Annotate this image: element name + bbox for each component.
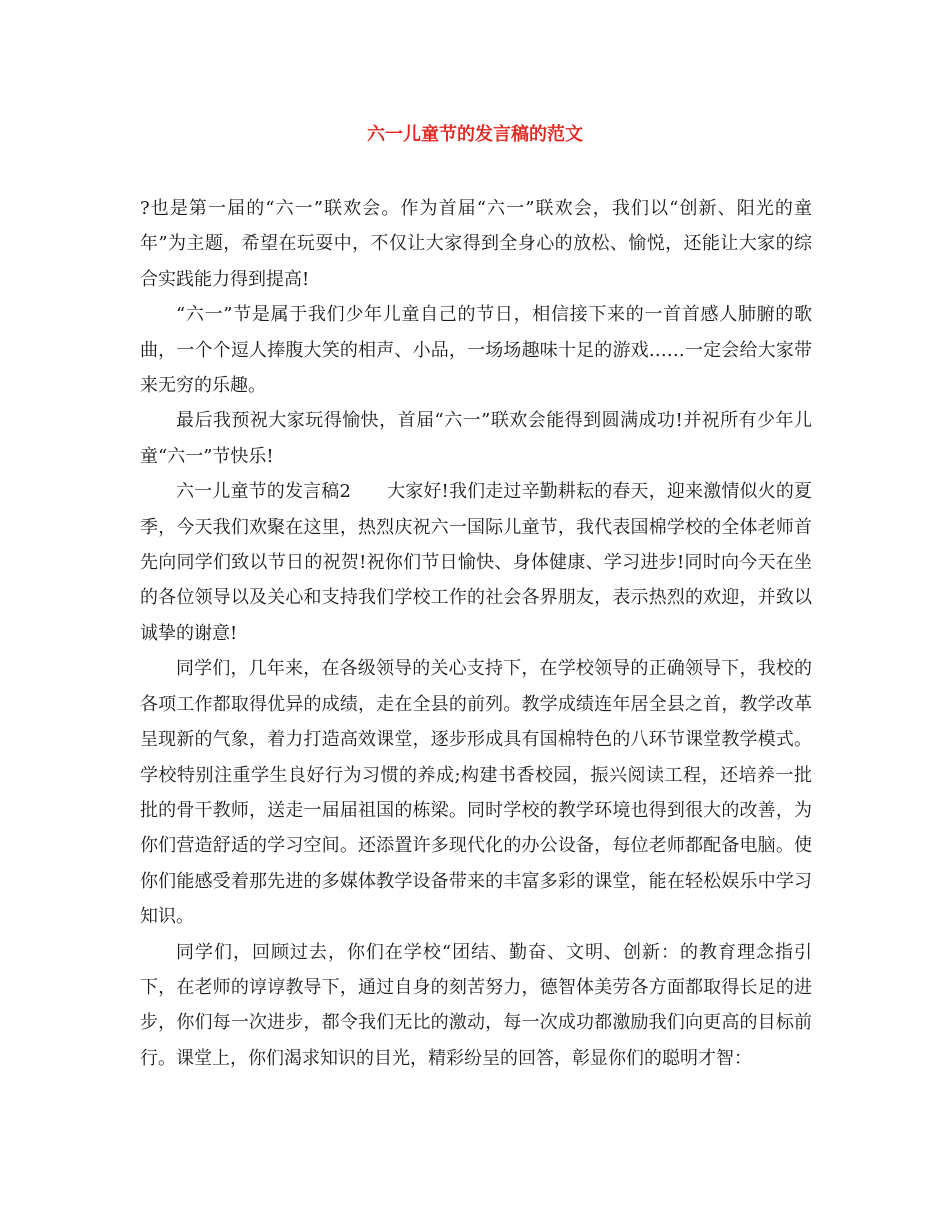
paragraph-intro: ?也是第一届的“六一”联欢会。作为首届“六一”联欢会，我们以“创新、阳光的童年”为主题，希望在玩耍中，不仅让大家得到全身心的放松、愉悦，还能让大家的综合实践能力得到提高! — [140, 198, 812, 290]
paragraph-wishes: 最后我预祝大家玩得愉快，首届“六一”联欢会能得到圆满成功!并祝所有少年儿童“六一”节快乐! — [140, 410, 812, 467]
speech-2-heading: 六一儿童节的发言稿2 — [176, 481, 351, 503]
paragraph-review: 同学们，回顾过去，你们在学校“团结、勤奋、文明、创新：的教育理念指引下，在老师的谆谆教导下，通过自身的刻苦努力，德智体美劳各方面都取得长足的进步，你们每一次进步，都令我们无比的激动，每一次成功都激励我们向更高的目标前行。课堂上，你们渴求知识的目光，精彩纷呈的回答，彰显你们的聪明才智： — [140, 941, 812, 1069]
paragraph-speech-2 — [140, 474, 812, 651]
document-body — [140, 191, 812, 1076]
speech-2-greeting: 大家好!我们走过辛勤耕耘的春天，迎来激情似火的夏季，今天我们欢聚在这里，热烈庆祝六一国际儿童节，我代表国棉学校的全体老师首先向同学们致以节日的祝贺!祝你们节日愉快、身体健康、学习进步!同时向今天在坐的各位领导以及关心和支持我们学校工作的社会各界朋友，表示热烈的欢迎，并致以诚挚的谢意! — [140, 481, 813, 644]
paragraph-program: “六一”节是属于我们少年儿童自己的节日，相信接下来的一首首感人肺腑的歌曲，一个个逗人捧腹大笑的相声、小品，一场场趣味十足的游戏……一定会给大家带来无穷的乐趣。 — [140, 304, 812, 397]
paragraph-achievements: 同学们，几年来，在各级领导的关心支持下，在学校领导的正确领导下，我校的各项工作都取得优异的成绩，走在全县的前列。教学成绩连年居全县之首，教学改革呈现新的气象，着力打造高效课堂，逐步形成具有国棉特色的八环节课堂教学模式。学校特别注重学生良好行为习惯的养成;构建书香校园，振兴阅读工程，还培养一批批的骨干教师，送走一届届祖国的栋梁。同时学校的教学环境也得到很大的改善，为你们营造舒适的学习空间。还添置许多现代化的办公设备，每位老师都配备电脑。使你们能感受着那先进的多媒体教学设备带来的丰富多彩的课堂，能在轻松娱乐中学习知识。 — [140, 658, 812, 928]
document-title: 六一儿童节的发言稿的范文 — [367, 124, 583, 145]
